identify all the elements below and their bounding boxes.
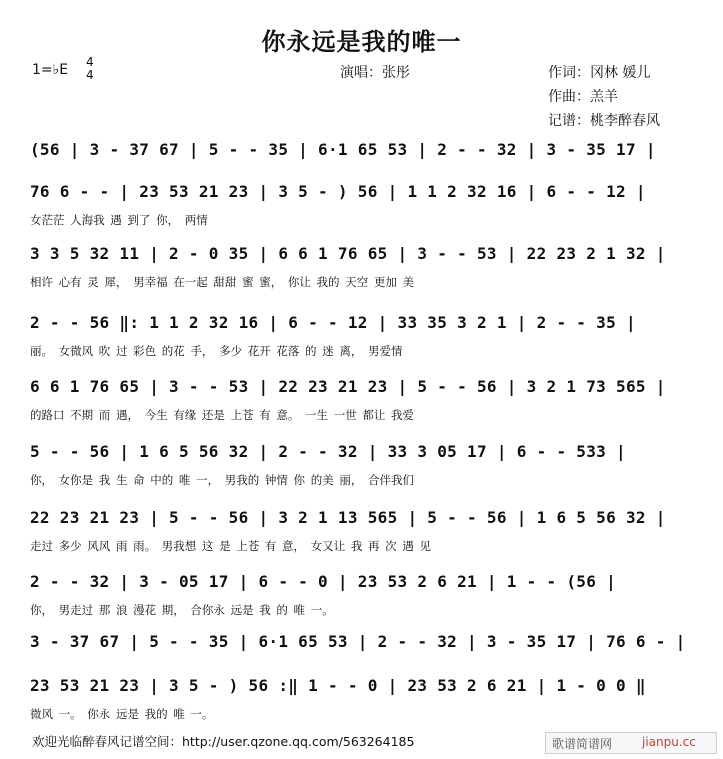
- score-notes: 2 - - 32 | 3 - 05 17 | 6 - - 0 | 23 53 2 6 21 | 1 - - (56 |: [30, 572, 617, 591]
- watermark-site-name: 歌谱简谱网: [552, 737, 613, 751]
- score-notes: 6 6 1 76 65 | 3 - - 53 | 22 23 21 23 | 5 - - 56 | 3 2 1 73 565 |: [30, 377, 666, 396]
- score-notes: 3 - 37 67 | 5 - - 35 | 6·1 65 53 | 2 - - 32 | 3 - 35 17 | 76 6 - |: [30, 632, 686, 651]
- score-lyrics: 丽。 女微风 吹 过 彩色 的花 手， 多少 花开 花落 的 迷 离， 男爱情: [30, 344, 403, 358]
- score-notes: 5 - - 56 | 1 6 5 56 32 | 2 - - 32 | 33 3 05 17 | 6 - - 533 |: [30, 442, 626, 461]
- score-row-5: [30, 377, 692, 433]
- score-row-2: [30, 182, 692, 238]
- time-signature-bottom: 4: [86, 68, 94, 82]
- score-row-7: [30, 508, 692, 564]
- score-lyrics: 的路口 不期 而 遇， 今生 有缘 还是 上苍 有 意。 一生 一世 都让 我爱: [30, 408, 415, 422]
- watermark-badge: [545, 732, 717, 754]
- song-title: 你永远是我的唯一: [261, 28, 462, 56]
- score-row-10: [30, 676, 692, 732]
- score-lyrics: 你， 男走过 那 浪 漫花 期， 合你永 远是 我 的 唯 一。: [30, 603, 334, 617]
- score-row-3: [30, 244, 692, 300]
- lyricist-credit: 作词：冈林 媛儿: [548, 65, 651, 81]
- time-signature-top: 4: [86, 55, 94, 69]
- score-row-6: [30, 442, 692, 498]
- footer-note: 欢迎光临醉春风记谱空间：http://user.qzone.qq.com/563264185: [32, 734, 415, 749]
- score-notes: 3 3 5 32 11 | 2 - 0 35 | 6 6 1 76 65 | 3 - - 53 | 22 23 2 1 32 |: [30, 244, 666, 263]
- score-lyrics: 走过 多少 风风 雨 雨。 男我想 这 是 上苍 有 意， 女又让 我 再 次 遇 见: [30, 539, 431, 553]
- score-lyrics: 你， 女你是 我 生 命 中的 唯 一， 男我的 钟情 你 的美 丽， 合伴我们: [30, 473, 415, 487]
- score-row-8: [30, 572, 692, 628]
- time-signature: [86, 56, 94, 82]
- transcriber-credit: 记谱：桃李醉春风: [548, 113, 660, 129]
- key-signature: 1=♭E: [32, 62, 69, 78]
- singer-credit: 演唱：张彤: [340, 65, 410, 81]
- score-notes: 22 23 21 23 | 5 - - 56 | 3 2 1 13 565 | 5 - - 56 | 1 6 5 56 32 |: [30, 508, 666, 527]
- score-row-4: [30, 313, 692, 369]
- score-lyrics: 相许 心有 灵 犀， 男幸福 在一起 甜甜 蜜 蜜， 你让 我的 天空 更加 美: [30, 275, 415, 289]
- score-lyrics: 微风 一。 你永 远是 我的 唯 一。: [30, 707, 214, 721]
- score-notes: 23 53 21 23 | 3 5 - ) 56 :‖ 1 - - 0 | 23 53 2 6 21 | 1 - 0 0 ‖: [30, 676, 646, 695]
- score-notes: (56 | 3 - 37 67 | 5 - - 35 | 6·1 65 53 | 2 - - 32 | 3 - 35 17 |: [30, 140, 656, 159]
- score-notes: 76 6 - - | 23 53 21 23 | 3 5 - ) 56 | 1 1 2 32 16 | 6 - - 12 |: [30, 182, 646, 201]
- composer-credit: 作曲：羔羊: [548, 89, 618, 105]
- score-lyrics: 女茫茫 人海我 遇 到了 你， 两情: [30, 213, 208, 227]
- watermark-domain: jianpu.cc: [642, 735, 696, 749]
- score-notes: 2 - - 56 ‖: 1 1 2 32 16 | 6 - - 12 | 33 35 3 2 1 | 2 - - 35 |: [30, 313, 636, 332]
